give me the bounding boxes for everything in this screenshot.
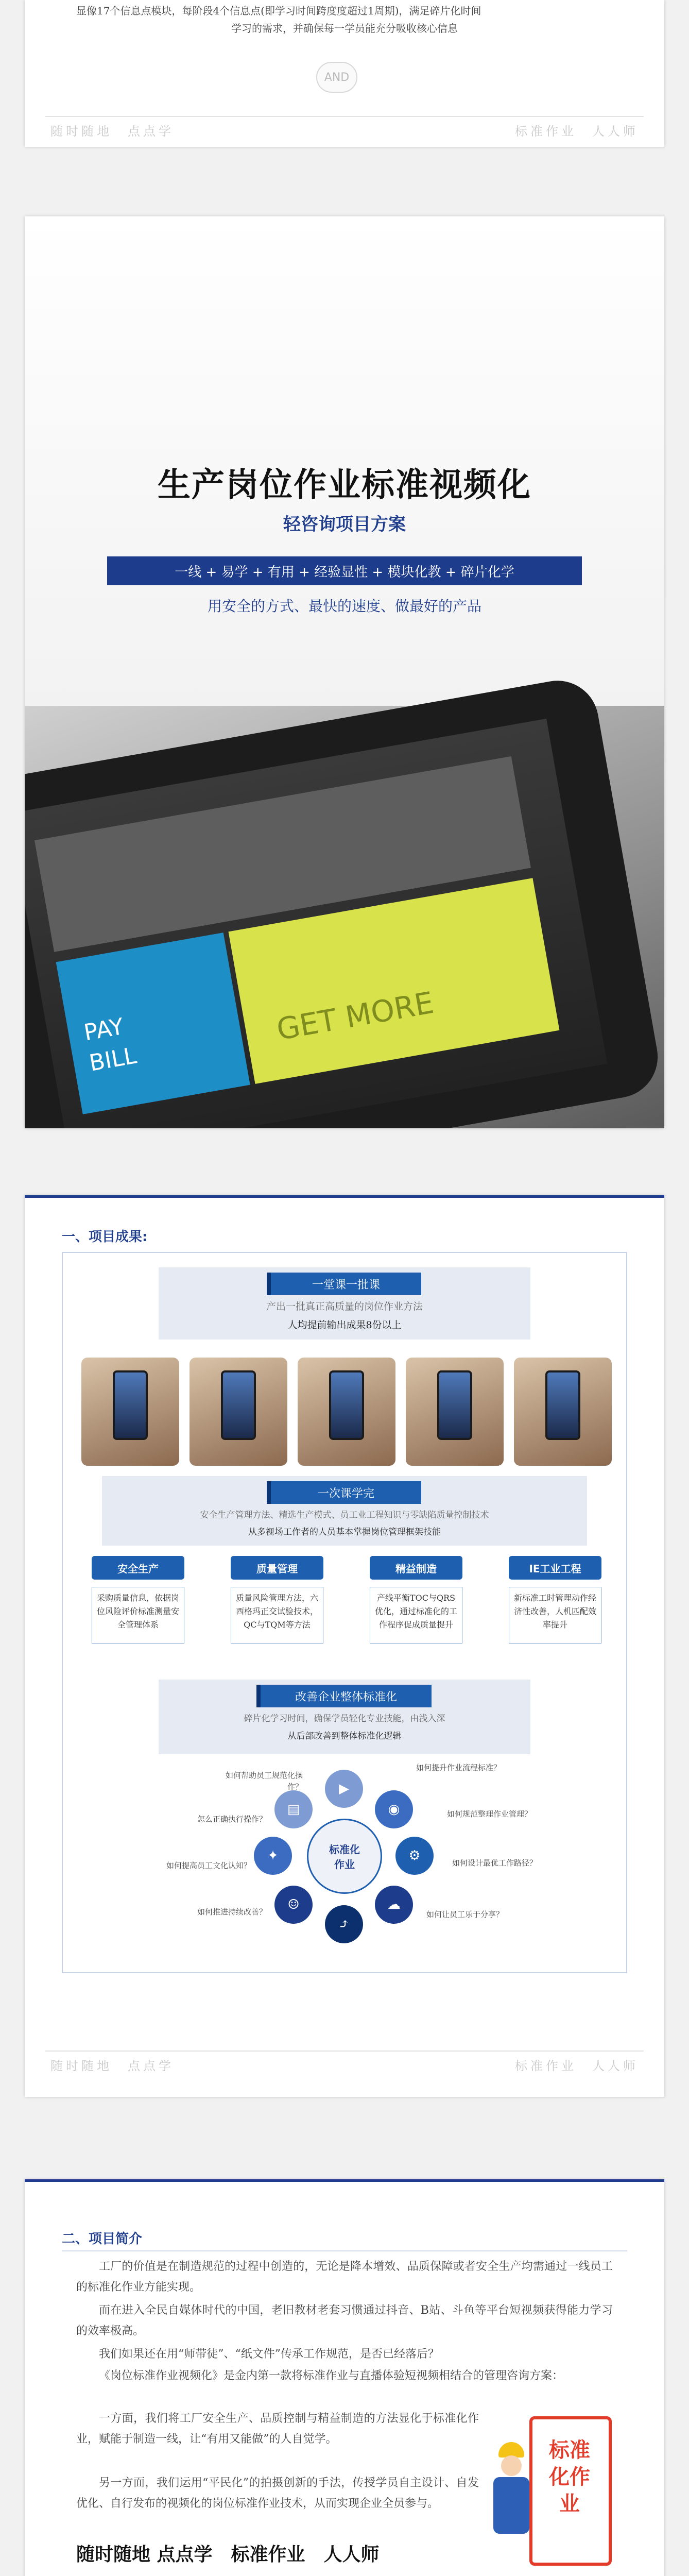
box3-title: 改善企业整体标准化 (256, 1685, 432, 1707)
question-label: 如何规范整理作业管理？ (447, 1809, 532, 1819)
question-label: 如何设计最优工作路径？ (452, 1858, 538, 1868)
footer (45, 116, 644, 140)
result-photo-3 (298, 1358, 395, 1466)
box1-title: 一堂课一批课 (267, 1273, 421, 1295)
cover-tagline: 用安全的方式、最快的速度、做最好的产品 (207, 598, 481, 615)
node-user-icon: ☺ (274, 1886, 313, 1924)
question-label: 怎么正确执行操作？ (197, 1815, 267, 1824)
intro-paragraph-3: 我们如果还在用“师带徒”、“纸文件”传承工作规范，是否已经落后？ (99, 2348, 439, 2361)
intro-page (25, 2179, 664, 2576)
worker-figure (488, 2442, 535, 2545)
question-label: 如何提升作业流程标准？ (416, 1763, 502, 1772)
worker-head (501, 2455, 522, 2476)
cover-phone-image (25, 706, 664, 1128)
result-photo-4 (406, 1358, 504, 1466)
node-share-icon: ⤴ (325, 1905, 363, 1943)
capability-chip: IE工业工程 (509, 1556, 601, 1580)
cover-banner: 一线 + 易学 + 有用 + 经验显性 + 模块化教 + 碎片化学 (107, 556, 582, 585)
screen-text-pay: PAY (82, 1013, 126, 1046)
question-label: 如何帮助员工规范化操作？ (225, 1771, 303, 1791)
results-page (25, 1195, 664, 2097)
poster-illustration (488, 2406, 622, 2571)
top-text-line-2: 学习的需求，并确保每一学员能充分吸收核心信息 (231, 22, 458, 35)
box1-line1: 产出一批真正高质量的岗位作业方法 (266, 1301, 423, 1312)
node-lightbulb-icon: ✦ (254, 1837, 292, 1875)
capability-chip: 精益制造 (370, 1556, 462, 1580)
center-hub: 标准化 作业 (307, 1819, 382, 1894)
node-gear-icon: ⚙ (395, 1837, 434, 1875)
capability-description: 质量风险管理方法，六西格玛正交试验技术，QC与TQM等方法 (231, 1587, 323, 1643)
box2-title: 一次课学完 (267, 1481, 421, 1504)
box3-line1: 碎片化学习时间，确保学员轻化专业技能，由浅入深 (244, 1714, 445, 1724)
intro-paragraph-4: 《岗位标准作业视频化》是金内第一款将标准作业与直播体验短视频相结合的管理咨询方案： (99, 2369, 564, 2382)
question-label: 如何推进持续改善？ (197, 1907, 267, 1917)
capability-description: 产线平衡TOC与QRS优化，通过标准化的工作程序促成质量提升 (370, 1587, 462, 1643)
phone-body (25, 674, 664, 1128)
box2-line2: 从多视场工作者的人员基本掌握岗位管理框架技能 (248, 1527, 441, 1537)
capability-description: 采购质量信息，依据岗位风险评价标准测量安全管理体系 (92, 1587, 184, 1643)
node-camera-icon: ◉ (375, 1790, 413, 1828)
footer-divider (45, 116, 644, 117)
footer-right-slogan: 标准作业 人人师 (515, 124, 639, 139)
capability-description: 新标准工时管理动作经济性改善，人机匹配效率提升 (509, 1587, 601, 1643)
cover-subtitle: 轻咨询项目方案 (283, 514, 406, 535)
result-photo-2 (190, 1358, 287, 1466)
intro-paragraph-1: 工厂的价值是在制造规范的过程中创造的，无论是降本增效、品质保障或者安全生产均需通过一线员工的标准化作业方能实现。 (76, 2260, 613, 2294)
footer-right-slogan: 标准作业 人人师 (515, 2059, 639, 2073)
footer-left-slogan: 随时随地 点点学 (50, 2059, 174, 2073)
footer (45, 2050, 644, 2074)
cover-title: 生产岗位作业标准视频化 (158, 466, 531, 504)
intro-paragraph-5: 一方面，我们将工厂安全生产、品质控制与精益制造的方法显化于标准化作业，赋能于制造一线，让“有用又能做”的人自觉学。 (76, 2412, 479, 2446)
page-top-bar (25, 1195, 664, 1198)
page-1 (25, 0, 664, 147)
cover-page (25, 216, 664, 1128)
question-label: 如何提高员工文化认知？ (166, 1861, 251, 1870)
result-photo-1 (81, 1358, 179, 1466)
node-cloud-icon: ☁ (375, 1886, 413, 1924)
page-top-bar (25, 2179, 664, 2182)
capability-chip: 安全生产 (92, 1556, 184, 1580)
question-label: 如何让员工乐于分享？ (426, 1910, 504, 1919)
intro-paragraph-6: 另一方面，我们运用“平民化”的拍摄创新的手法，传授学员自主设计、自发优化、自行发布的视频化的岗位标准作业技术，从而实现企业全员参与。 (76, 2477, 479, 2510)
box3-line2: 从后部改善到整体标准化逻辑 (287, 1731, 402, 1741)
intro-slogan: 随时随地 点点学 标准作业 人人师 (76, 2544, 380, 2565)
section-title-results: 一、项目成果: (62, 1229, 148, 1245)
intro-paragraph-2: 而在进入全民自媒体时代的中国，老旧教材老套习惯通过抖音、B站、斗鱼等平台短视频获得能力学习的效率极高。 (76, 2304, 613, 2337)
poster-text: 标准化作业 (549, 2438, 590, 2516)
node-video-icon: ▶ (325, 1770, 363, 1808)
box1-line2: 人均提前输出成果8份以上 (287, 1319, 402, 1331)
screen-text-bill: BILL (87, 1042, 139, 1077)
footer-divider (45, 2050, 644, 2052)
box2-line1: 安全生产管理方法、精选生产模式、员工业工程知识与零缺陷质量控制技术 (200, 1510, 489, 1520)
footer-left-slogan: 随时随地 点点学 (50, 124, 174, 139)
phone-screen (25, 719, 607, 1128)
top-text-line-1: 显像17个信息点模块，每阶段4个信息点(即学习时间跨度度超过1周期)，满足碎片化时间 (76, 5, 481, 17)
result-photo-5 (514, 1358, 612, 1466)
section-divider (62, 2250, 627, 2251)
capability-chip: 质量管理 (231, 1556, 323, 1580)
worker-body (493, 2477, 529, 2534)
screen-text-get-more: GET MORE (274, 985, 437, 1047)
node-book-icon: ▤ (274, 1790, 313, 1828)
section-title-intro: 二、项目简介 (62, 2231, 143, 2247)
and-logo: AND (316, 62, 357, 93)
